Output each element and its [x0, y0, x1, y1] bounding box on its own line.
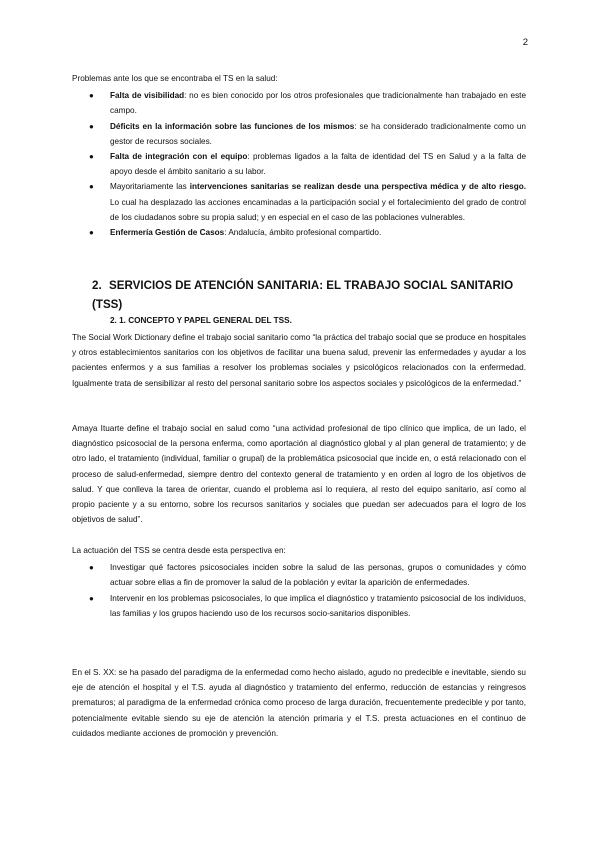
bullet-icon: ●	[89, 182, 94, 192]
list-item-bold: Enfermería Gestión de Casos	[110, 228, 225, 238]
list-item-prefix: Mayoritariamente las	[110, 182, 190, 192]
list-item-text: Intervenir en los problemas psicosociales, lo que implica el diagnóstico y tratamiento psicosocial de los individuos, las familias y los grupos haciendo uso de los recursos socio-sanitarios disponibles.	[110, 593, 526, 618]
list-item	[72, 591, 526, 621]
list-item	[72, 179, 526, 225]
list-item-bold: intervenciones sanitarias se realizan desde una perspectiva médica y de alto riesgo.	[189, 182, 526, 192]
bullet-icon: ●	[89, 91, 94, 101]
paragraph-paradigm: En el S. XX: se ha pasado del paradigma de la enfermedad como hecho aislado, agudo no predecible e inevitable, siendo su eje de atención el hospital y el T.S. ayuda al diagnóstico y tratamiento del enfermo, reducción de estancias y reingresos prematuros; al paradigma de la enfermedad crónica como proceso de larga duración, frecuentemente predecible y por tanto, potencialmente evitable siendo su eje de atención la atención primaria y el T.S. presta actuaciones en el continuo de cuidados mediante acciones de promoción y prevención.	[72, 668, 526, 738]
bullet-icon: ●	[89, 228, 94, 238]
bullet-icon: ●	[89, 121, 94, 131]
focus-intro: La actuación del TSS se centra desde esta perspectiva en:	[72, 546, 286, 555]
page-number: 2	[522, 37, 528, 48]
problems-intro: Problemas ante los que se encontraba el TS en la salud:	[72, 74, 278, 83]
subsection-heading: 2. 1. CONCEPTO Y PAPEL GENERAL DEL TSS.	[110, 316, 292, 325]
list-item-text: Investigar qué factores psicosociales inciden sobre la salud de las personas, grupos o comunidades y cómo actuar sobre ellas a fin de promover la salud de la población y evitar la aparición de enfermedades.	[110, 563, 526, 588]
list-item	[72, 88, 526, 118]
list-item-text: : se ha considerado tradicionalmente como un gestor de recursos sociales.	[110, 121, 526, 146]
problems-list	[72, 88, 526, 240]
list-item-bold: Falta de visibilidad	[110, 91, 185, 101]
list-item-text: : problemas ligados a la falta de identidad del TS en Salud y a la falta de apoyo desde el ámbito sanitario a su labor.	[110, 152, 526, 177]
section-number: 2.	[92, 279, 102, 292]
problems-section	[72, 71, 526, 240]
paragraph-definition-swd: The Social Work Dictionary define el trabajo social sanitario como “la práctica del trabajo social que se produce en hospitales y otros establecimientos sanitarios con los objetivos de facilitar una buena salud, prevenir las enfermedades y ayudar a los pacientes enfermos y a sus familias a resolver los problemas sociales y psicológicos relacionados con la enfermedad. Igualmente trata de sensibilizar al resto del personal sanitario sobre los aspectos sociales y psicológicos de la enfermedad.”	[72, 333, 526, 388]
list-item-bold: Falta de integración con el equipo	[110, 152, 248, 162]
bullet-icon: ●	[89, 152, 94, 162]
paragraph-definition-ituarte: Amaya Ituarte define el trabajo social en salud como “una actividad profesional de tipo clínico que implica, de un lado, el diagnóstico psicosocial de la persona enferma, como aportación al diagnóstico global y al plan general de tratamiento; y de otro lado, el tratamiento (individual, familiar o grupal) de la problemática psicosocial que incide en, o está relacionado con el proceso de salud-enfermedad, siempre dentro del contexto general de tratamiento y en orden al logro de los objetivos de salud. Y que conlleva la tarea de orientar, cuando el problema así lo requiera, al resto del equipo sanitario, así como al propio paciente y a su entorno, sobre los recursos sanitarios y sociales que puedan ser adecuados para el logro de los objetivos de salud”.	[72, 424, 526, 525]
list-item	[72, 225, 526, 240]
list-item	[72, 119, 526, 149]
bullet-icon: ●	[89, 593, 94, 603]
list-item-text: Lo cual ha desplazado las acciones encaminadas a la participación social y el fortalecimiento del grado de control de los ciudadanos sobre su propia salud; y en especial en el caso de las poblaciones vulnerables.	[110, 197, 526, 222]
focus-section	[72, 543, 526, 621]
section-heading	[92, 276, 532, 314]
section-title: SERVICIOS DE ATENCIÓN SANITARIA: EL TRABAJO SOCIAL SANITARIO (TSS)	[92, 279, 514, 311]
list-item-bold: Déficits en la información sobre las funciones de los mismos	[110, 121, 355, 131]
bullet-icon: ●	[89, 563, 94, 573]
list-item-text: : no es bien conocido por los otros profesionales que tradicionalmente han trabajado en este campo.	[110, 91, 526, 116]
list-item-text: : Andalucía, ámbito profesional compartido.	[224, 228, 382, 238]
focus-list	[72, 560, 526, 621]
list-item	[72, 560, 526, 590]
list-item	[72, 149, 526, 179]
